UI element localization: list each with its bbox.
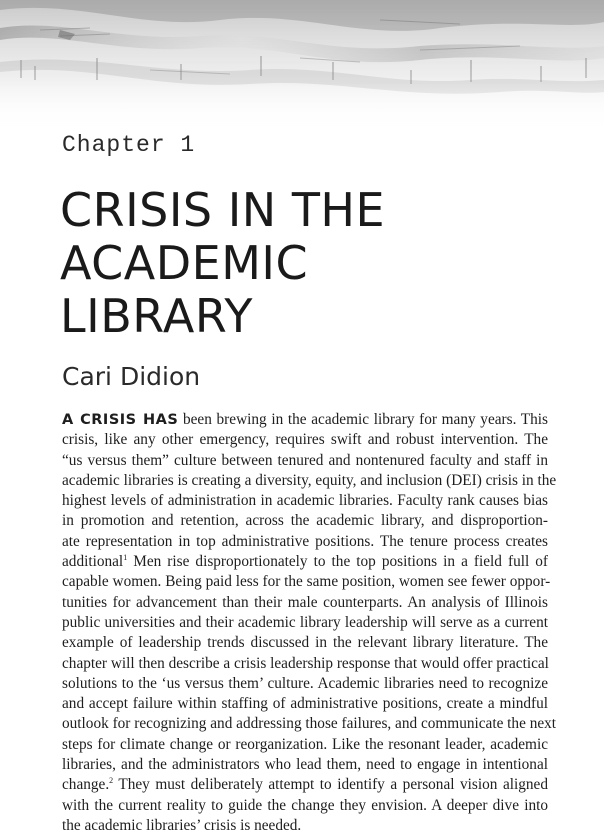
chapter-title-line: CRISIS IN THE	[60, 183, 386, 237]
text-line: change.$^2$ They must deliberately attempt to identify a personal vision aligned	[62, 776, 548, 794]
text-line: with the current reality to guide the change they envision. A deeper dive into	[62, 796, 548, 814]
abstract-texture-banner	[0, 0, 604, 140]
chapter-title-line: ACADEMIC	[60, 236, 309, 290]
text-line: libraries, and the administrators who lead them, need to engage in intentional	[62, 756, 548, 774]
text-line: outlook for recognizing and addressing those failures, and communicate the next	[62, 715, 557, 733]
text-line: the academic libraries’ crisis is needed.	[62, 816, 302, 831]
text-line: solutions to the ‘us versus them’ culture. Academic libraries need to recognize	[62, 674, 548, 692]
chapter-number: Chapter 1	[62, 132, 196, 158]
text-line: A CRISIS HAS been brewing in the academic library for many years. This	[62, 411, 549, 428]
text-line: chapter will then describe a crisis leadership response that would offer practical	[62, 654, 549, 672]
chapter-title-line: LIBRARY	[60, 289, 253, 343]
text-line: tunities for advancement than their male counterparts. An analysis of Illinois	[62, 593, 548, 611]
header-decorative-image	[0, 0, 604, 140]
text-line: and accept failure within staffing of administrative positions, create a mindful	[62, 695, 548, 713]
text-line: crisis, like any other emergency, requires swift and robust intervention. The	[62, 431, 548, 449]
text-line: “us versus them” culture between tenured and nontenured faculty and staff in	[62, 451, 548, 469]
text-line: example of leadership trends discussed in the relevant library literature. The	[62, 634, 548, 652]
chapter-title	[60, 184, 560, 343]
author-name: Cari Didion	[62, 362, 201, 391]
body-paragraph	[62, 410, 557, 831]
text-line: in promotion and retention, across the academic library, and disproportion-	[62, 512, 548, 530]
text-line: ate representation in top administrative positions. The tenure process creates	[62, 532, 548, 550]
text-line: academic libraries is creating a diversity, equity, and inclusion (DEI) crisis in the	[62, 471, 557, 489]
text-line: capable women. Being paid less for the same position, women see fewer oppor-	[62, 573, 551, 591]
text-line: steps for climate change or reorganization. Like the resonant leader, academic	[62, 735, 548, 753]
footnote-marker: 1	[123, 553, 128, 563]
text-line: additional$^1$ Men rise disproportionately to the top positions in a field full of	[62, 553, 548, 571]
text-line: public universities and their academic library leadership will serve as a current	[62, 613, 548, 631]
text-line: highest levels of administration in academic libraries. Faculty rank causes bias	[62, 492, 548, 510]
lead-in-text: A CRISIS HAS	[62, 412, 179, 428]
footnote-marker: 2	[109, 776, 114, 786]
